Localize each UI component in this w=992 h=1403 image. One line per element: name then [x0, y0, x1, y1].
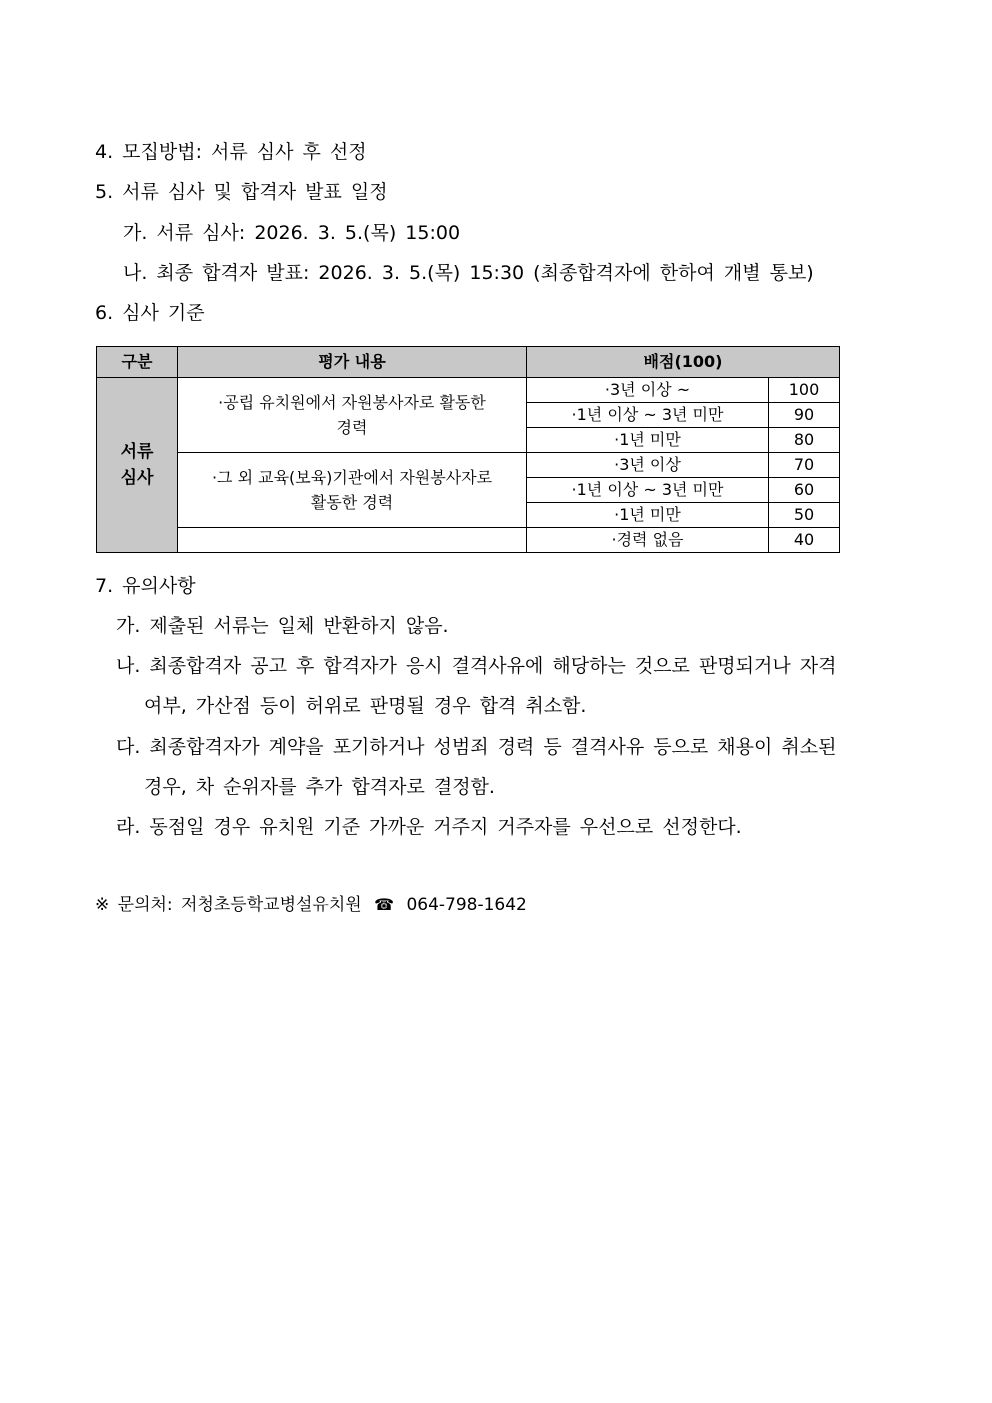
points-cell: 70 — [769, 453, 840, 478]
category-line-2: 심사 — [120, 468, 154, 488]
contact-phone: 064-798-1642 — [406, 895, 527, 915]
period-cell: ·3년 이상 ~ — [527, 378, 769, 403]
contact-info — [95, 893, 527, 917]
period-cell: ·경력 없음 — [527, 528, 769, 553]
period-cell: ·3년 이상 — [527, 453, 769, 478]
section-7-notes-heading: 7. 유의사항 — [95, 575, 196, 597]
note-a: 가. 제출된 서류는 일체 반환하지 않음. — [116, 615, 449, 637]
header-content: 평가 내용 — [178, 347, 527, 378]
points-cell: 50 — [769, 503, 840, 528]
note-b-line-2: 여부, 가산점 등이 허위로 판명될 경우 합격 취소함. — [144, 695, 587, 717]
section-5-final-announcement: 나. 최종 합격자 발표: 2026. 3. 5.(목) 15:30 (최종합격자에 한하여 개별 통보) — [123, 262, 814, 284]
table-row — [97, 453, 840, 478]
note-d: 라. 동점일 경우 유치원 기준 가까운 거주지 거주자를 우선으로 선정한다. — [116, 816, 742, 838]
content-line-2: 경력 — [336, 418, 368, 437]
content-line-1: ·그 외 교육(보육)기관에서 자원봉사자로 — [211, 468, 493, 487]
points-cell: 100 — [769, 378, 840, 403]
points-cell: 40 — [769, 528, 840, 553]
contact-prefix: ※ 문의처: 저청초등학교병설유치원 — [95, 895, 362, 915]
category-cell — [97, 378, 178, 553]
section-6-criteria-heading: 6. 심사 기준 — [95, 302, 205, 324]
section-5-document-review: 가. 서류 심사: 2026. 3. 5.(목) 15:00 — [123, 222, 461, 244]
telephone-icon: ☎ — [374, 895, 395, 914]
points-cell: 60 — [769, 478, 840, 503]
section-4-recruitment-method: 4. 모집방법: 서류 심사 후 선정 — [95, 141, 367, 163]
points-cell: 90 — [769, 403, 840, 428]
period-cell: ·1년 미만 — [527, 503, 769, 528]
content-public-kindergarten — [178, 378, 527, 453]
table-row — [97, 528, 840, 553]
period-cell: ·1년 미만 — [527, 428, 769, 453]
header-score: 배점(100) — [527, 347, 840, 378]
content-line-1: ·공립 유치원에서 자원봉사자로 활동한 — [218, 393, 486, 412]
note-c-line-1: 다. 최종합격자가 계약을 포기하거나 성범죄 경력 등 결격사유 등으로 채용이 취소된 — [116, 736, 837, 758]
points-cell: 80 — [769, 428, 840, 453]
content-line-2: 활동한 경력 — [310, 493, 394, 512]
table-header-row — [97, 347, 840, 378]
section-5-schedule-heading: 5. 서류 심사 및 합격자 발표 일정 — [95, 181, 388, 203]
content-empty — [178, 528, 527, 553]
table-row — [97, 378, 840, 403]
note-c-line-2: 경우, 차 순위자를 추가 합격자로 결정함. — [144, 776, 495, 798]
period-cell: ·1년 이상 ~ 3년 미만 — [527, 478, 769, 503]
content-other-institution — [178, 453, 527, 528]
note-b-line-1: 나. 최종합격자 공고 후 합격자가 응시 결격사유에 해당하는 것으로 판명되거나 자격 — [116, 655, 837, 677]
header-category: 구분 — [97, 347, 178, 378]
category-line-1: 서류 — [120, 442, 154, 462]
period-cell: ·1년 이상 ~ 3년 미만 — [527, 403, 769, 428]
evaluation-criteria-table — [96, 346, 840, 553]
